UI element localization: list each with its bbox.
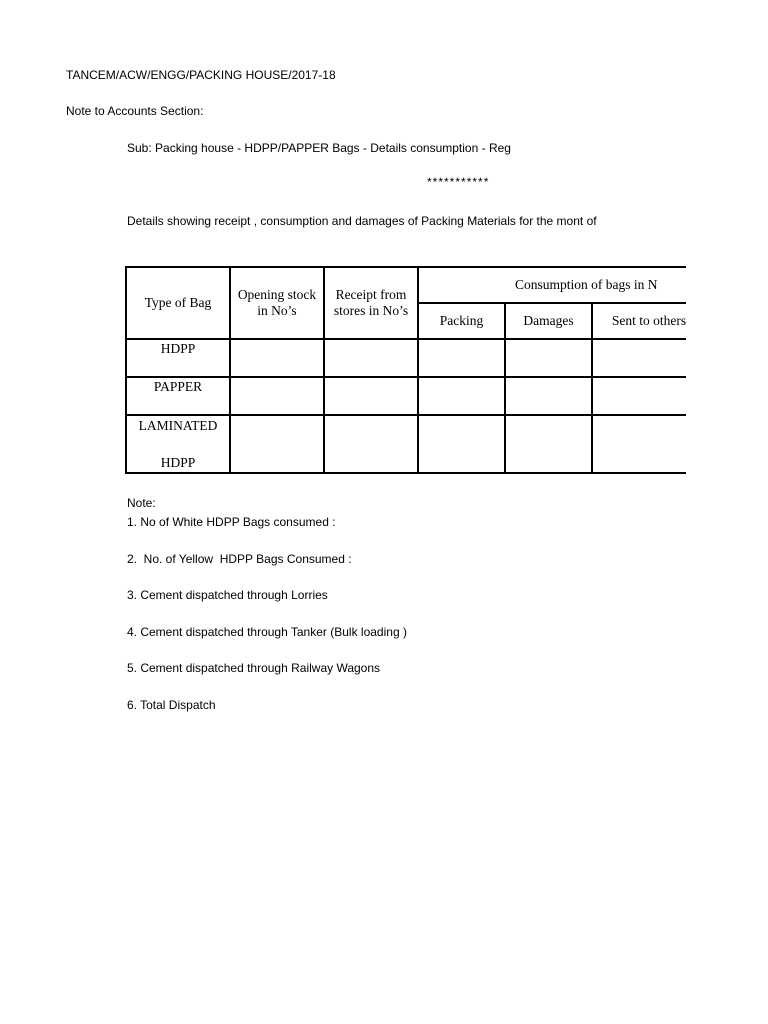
cell-damages-hdpp[interactable] xyxy=(505,339,592,377)
note-item: 1. No of White HDPP Bags consumed : xyxy=(127,515,336,529)
header-opening-stock: Opening stock in No’s xyxy=(230,267,324,339)
cell-opening-papper[interactable] xyxy=(230,377,324,415)
row-type-papper: PAPPER xyxy=(126,377,230,415)
bags-table-container xyxy=(125,266,686,478)
cell-packing-laminated[interactable] xyxy=(418,415,505,473)
notes-title: Note: xyxy=(127,496,156,510)
note-to-heading: Note to Accounts Section: xyxy=(66,104,204,118)
subheader-packing: Packing xyxy=(418,303,505,339)
details-line: Details showing receipt , consumption and damages of Packing Materials for the mont of xyxy=(127,214,597,228)
table-row xyxy=(126,377,686,415)
note-item: 3. Cement dispatched through Lorries xyxy=(127,588,328,602)
row-type-laminated-hdpp-suffix: HDPP xyxy=(160,455,196,470)
header-consumption: Consumption of bags in N xyxy=(418,267,686,303)
row-type-laminated-hdpp xyxy=(126,415,230,473)
bags-table xyxy=(125,266,686,474)
cell-sent-papper[interactable] xyxy=(592,377,686,415)
notes-section xyxy=(127,496,407,734)
subject-line: Sub: Packing house - HDPP/PAPPER Bags - Details consumption - Reg xyxy=(127,141,511,155)
cell-damages-laminated[interactable] xyxy=(505,415,592,473)
separator-stars: *********** xyxy=(427,175,490,189)
cell-packing-papper[interactable] xyxy=(418,377,505,415)
cell-damages-papper[interactable] xyxy=(505,377,592,415)
table-row xyxy=(126,339,686,377)
subheader-damages: Damages xyxy=(505,303,592,339)
note-item: 4. Cement dispatched through Tanker (Bulk loading ) xyxy=(127,624,407,639)
header-receipt-from-stores: Receipt from stores in No’s xyxy=(324,267,418,339)
cell-receipt-hdpp[interactable] xyxy=(324,339,418,377)
cell-packing-hdpp[interactable] xyxy=(418,339,505,377)
row-type-laminated: LAMINATED xyxy=(138,418,218,433)
cell-sent-laminated[interactable] xyxy=(592,415,686,473)
note-item: 2. No. of Yellow HDPP Bags Consumed : xyxy=(127,551,352,566)
note-item: 5. Cement dispatched through Railway Wagons xyxy=(127,661,381,675)
table-header-row xyxy=(126,267,686,303)
table-row xyxy=(126,415,686,473)
cell-receipt-papper[interactable] xyxy=(324,377,418,415)
note-item: 6. Total Dispatch xyxy=(127,697,216,712)
header-type-of-bag: Type of Bag xyxy=(126,267,230,339)
cell-opening-hdpp[interactable] xyxy=(230,339,324,377)
cell-sent-hdpp[interactable] xyxy=(592,339,686,377)
subheader-sent-to-others: Sent to others xyxy=(592,303,686,339)
cell-receipt-laminated[interactable] xyxy=(324,415,418,473)
document-reference: TANCEM/ACW/ENGG/PACKING HOUSE/2017-18 xyxy=(66,68,336,82)
row-type-hdpp: HDPP xyxy=(126,339,230,377)
cell-opening-laminated[interactable] xyxy=(230,415,324,473)
